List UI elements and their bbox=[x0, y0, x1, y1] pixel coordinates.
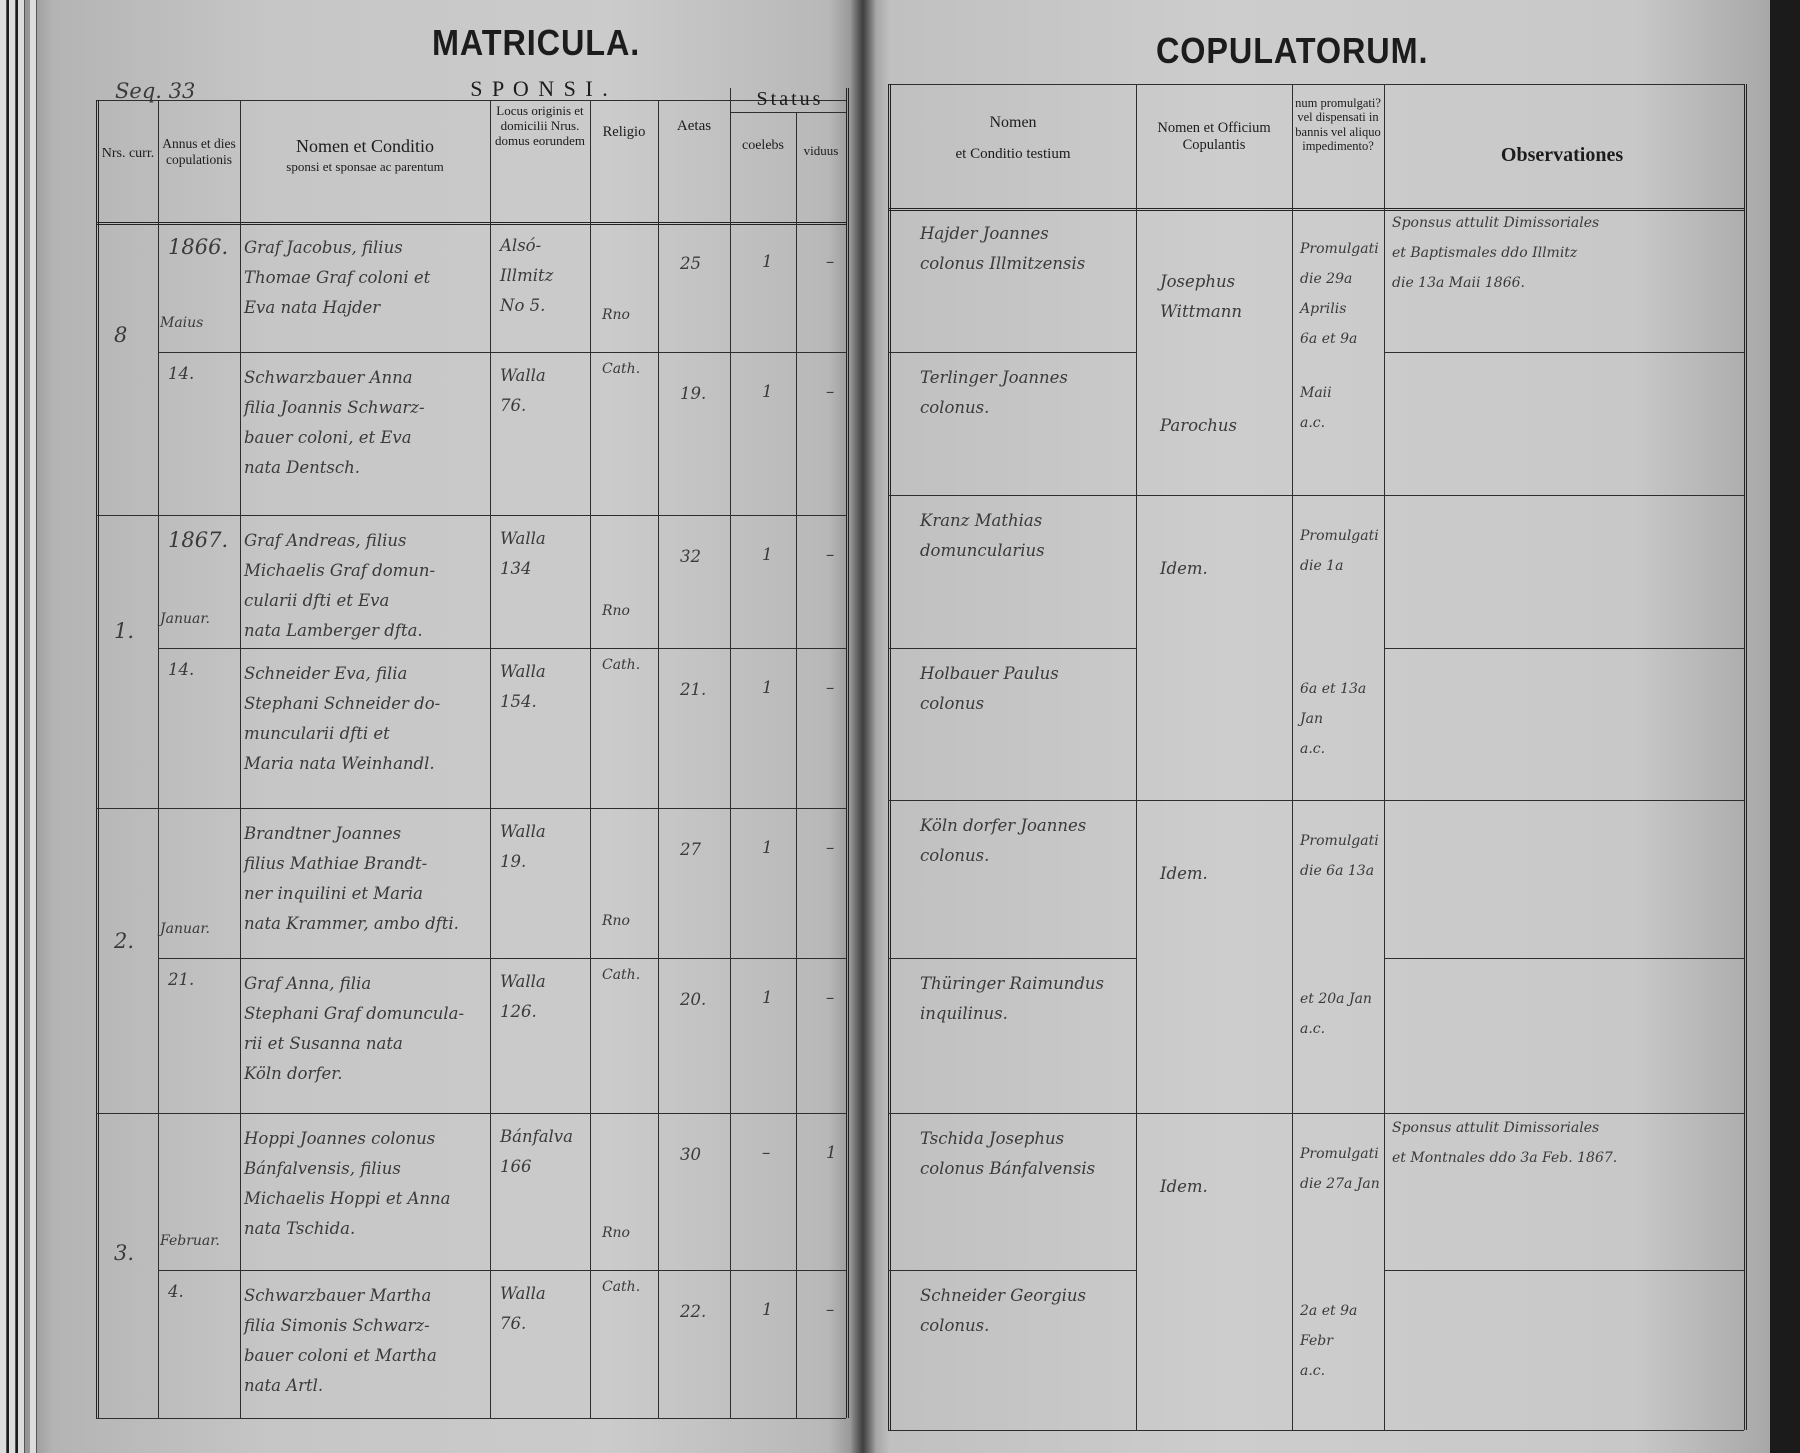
rule-horizontal bbox=[96, 1113, 846, 1114]
rule-horizontal bbox=[158, 958, 846, 959]
col-aetas: Aetas bbox=[676, 118, 712, 134]
entry-names: Hoppi Joannes colonus bbox=[244, 1129, 436, 1148]
col-nomen-conditio: Nomen et Conditio bbox=[296, 136, 434, 156]
entry-coelebs: 1 bbox=[762, 252, 773, 271]
entry-promulgatio: die 29a bbox=[1300, 271, 1353, 287]
col-nomen: Nomen bbox=[989, 114, 1037, 131]
rule-horizontal bbox=[1384, 648, 1744, 649]
col-annus-dies: Annus et dies copulationis bbox=[162, 136, 236, 167]
entry-testes: colonus Illmitzensis bbox=[920, 254, 1086, 273]
entry-viduus: – bbox=[826, 545, 835, 564]
entry-names: filia Simonis Schwarz- bbox=[244, 1316, 430, 1335]
entry-year-day: 14. bbox=[168, 364, 195, 383]
rule-horizontal bbox=[158, 352, 846, 353]
entry-copulans: Idem. bbox=[1160, 864, 1208, 883]
entry-locus: 134 bbox=[500, 559, 532, 578]
entry-names: Maria nata Weinhandl. bbox=[244, 754, 435, 773]
book-gutter bbox=[850, 0, 876, 1453]
entry-month: Januar. bbox=[160, 611, 210, 627]
entry-observationes: et Montnales ddo 3a Feb. 1867. bbox=[1392, 1150, 1618, 1166]
entry-year-day: 21. bbox=[168, 970, 195, 989]
entry-locus: 166 bbox=[500, 1157, 532, 1176]
entry-testes: Tschida Josephus bbox=[920, 1129, 1065, 1148]
entry-testes: Schneider Georgius bbox=[920, 1286, 1086, 1305]
rule-vertical bbox=[796, 112, 797, 1418]
rule-horizontal bbox=[96, 808, 846, 809]
col-conditio-testium: et Conditio testium bbox=[955, 146, 1071, 162]
rule-vertical bbox=[240, 100, 241, 1418]
col-promulgatio: num promulgati? vel dispensati in bannis vel aliquo impedimento? bbox=[1295, 96, 1381, 154]
rule-horizontal bbox=[96, 515, 846, 516]
entry-testes: colonus. bbox=[920, 1316, 990, 1335]
title-copulatorum: COPULATORUM. bbox=[1156, 30, 1429, 71]
entry-year-day: 1867. bbox=[168, 528, 229, 552]
entry-names: muncularii dfti et bbox=[244, 724, 390, 743]
rule-vertical bbox=[158, 100, 159, 1418]
rule-horizontal bbox=[158, 648, 846, 649]
entry-viduus: – bbox=[826, 1300, 835, 1319]
entry-testes: colonus. bbox=[920, 398, 990, 417]
rule-vertical bbox=[590, 100, 591, 1418]
entry-names: ner inquilini et Maria bbox=[244, 884, 423, 903]
sponsi-header: S P O N S I . bbox=[470, 76, 610, 101]
entry-promulgatio: Promulgati bbox=[1300, 241, 1379, 257]
entry-number: 8 bbox=[114, 323, 128, 347]
entry-locus: 126. bbox=[500, 1002, 537, 1021]
entry-promulgatio: die 6a 13a bbox=[1300, 863, 1375, 879]
rule-vertical bbox=[1136, 84, 1137, 1430]
entry-names: Schwarzbauer Martha bbox=[244, 1286, 432, 1305]
entry-names: Bánfalvensis, filius bbox=[244, 1159, 401, 1178]
entry-promulgatio: Promulgati bbox=[1300, 1146, 1379, 1162]
left-page bbox=[20, 0, 862, 1453]
rule-horizontal bbox=[888, 352, 1136, 353]
col-nomen-sub: sponsi et sponsae ac parentum bbox=[286, 159, 444, 174]
rule-horizontal bbox=[888, 958, 1136, 959]
rule-vertical bbox=[846, 88, 849, 1418]
entry-names: Graf Andreas, filius bbox=[244, 531, 407, 550]
entry-month: Maius bbox=[160, 315, 204, 331]
entry-aetas: 20. bbox=[680, 990, 707, 1009]
entry-copulans: Wittmann bbox=[1160, 302, 1242, 321]
entry-aetas: 30 bbox=[680, 1145, 701, 1164]
entry-locus: No 5. bbox=[500, 296, 546, 315]
col-nrs-curr: Nrs. curr. bbox=[101, 146, 155, 161]
rule-horizontal bbox=[888, 1270, 1136, 1271]
page-edge bbox=[0, 0, 7, 1453]
entry-promulgatio: a.c. bbox=[1300, 415, 1326, 431]
entry-testes: Köln dorfer Joannes bbox=[920, 816, 1087, 835]
entry-religio: Cath. bbox=[602, 967, 641, 983]
entry-month: Januar. bbox=[160, 921, 210, 937]
rule-horizontal bbox=[158, 1270, 846, 1271]
entry-promulgatio: 6a et 9a bbox=[1300, 331, 1358, 347]
entry-promulgatio: Promulgati bbox=[1300, 528, 1379, 544]
entry-promulgatio: Jan bbox=[1300, 711, 1323, 727]
entry-names: Brandtner Joannes bbox=[244, 824, 402, 843]
entry-testes: Hajder Joannes bbox=[920, 224, 1049, 243]
entry-aetas: 27 bbox=[680, 840, 701, 859]
entry-religio: Rno bbox=[602, 603, 630, 619]
entry-coelebs: 1 bbox=[762, 988, 773, 1007]
rule-horizontal bbox=[96, 1418, 846, 1419]
title-matricula: MATRICULA. bbox=[432, 22, 641, 63]
entry-year-day: 4. bbox=[168, 1282, 184, 1301]
entry-promulgatio: a.c. bbox=[1300, 1021, 1326, 1037]
entry-religio: Rno bbox=[602, 913, 630, 929]
entry-names: nata Artl. bbox=[244, 1376, 324, 1395]
rule-vertical bbox=[1744, 84, 1747, 1430]
rule-horizontal bbox=[730, 112, 846, 113]
rule-vertical bbox=[1292, 84, 1293, 1430]
col-coelebs: coelebs bbox=[742, 138, 784, 153]
entry-names: filius Mathiae Brandt- bbox=[244, 854, 428, 873]
entry-coelebs: 1 bbox=[762, 838, 773, 857]
entry-testes: Kranz Mathias bbox=[920, 511, 1043, 530]
entry-coelebs: 1 bbox=[762, 382, 773, 401]
entry-promulgatio: die 27a Jan bbox=[1300, 1176, 1380, 1192]
entry-aetas: 21. bbox=[680, 680, 707, 699]
col-locus: Locus originis et domicilii Nrus. domus eorundem bbox=[495, 103, 585, 148]
entry-names: Michaelis Graf domun- bbox=[244, 561, 436, 580]
rule-vertical bbox=[490, 100, 491, 1418]
entry-locus: Alsó- bbox=[500, 236, 542, 255]
entry-locus: Walla bbox=[500, 972, 546, 991]
rule-vertical bbox=[658, 100, 659, 1418]
entry-locus: Walla bbox=[500, 1284, 546, 1303]
entry-locus: Walla bbox=[500, 529, 546, 548]
entry-names: Stephani Schneider do- bbox=[244, 694, 441, 713]
entry-year-day: 14. bbox=[168, 660, 195, 679]
page-edge bbox=[30, 0, 37, 1453]
rule-vertical bbox=[730, 88, 731, 1418]
entry-names: Schwarzbauer Anna bbox=[244, 368, 413, 387]
entry-promulgatio: Maii bbox=[1300, 385, 1332, 401]
rule-horizontal bbox=[96, 222, 846, 225]
entry-aetas: 19. bbox=[680, 384, 707, 403]
entry-coelebs: 1 bbox=[762, 1300, 773, 1319]
entry-aetas: 22. bbox=[680, 1302, 707, 1321]
entry-names: filia Joannis Schwarz- bbox=[244, 398, 425, 417]
entry-names: Graf Anna, filia bbox=[244, 974, 372, 993]
entry-testes: Holbauer Paulus bbox=[920, 664, 1059, 683]
entry-names: cularii dfti et Eva bbox=[244, 591, 390, 610]
rule-vertical bbox=[1384, 84, 1385, 1430]
col-observationes: Observationes bbox=[1500, 144, 1624, 166]
rule-vertical bbox=[888, 84, 891, 1430]
rule-horizontal bbox=[1384, 352, 1744, 353]
col-religio: Religio bbox=[602, 124, 646, 140]
entry-names: nata Dentsch. bbox=[244, 458, 361, 477]
page-edge bbox=[18, 0, 25, 1453]
entry-copulans: Josephus bbox=[1160, 272, 1236, 291]
entry-religio: Cath. bbox=[602, 1279, 641, 1295]
entry-month: Februar. bbox=[160, 1233, 220, 1249]
entry-testes: Terlinger Joannes bbox=[920, 368, 1068, 387]
entry-testes: inquilinus. bbox=[920, 1004, 1008, 1023]
entry-observationes: die 13a Maii 1866. bbox=[1392, 275, 1525, 291]
entry-names: Eva nata Hajder bbox=[244, 298, 381, 317]
rule-vertical bbox=[96, 100, 99, 1418]
entry-testes: domuncularius bbox=[920, 541, 1045, 560]
status-header: Status bbox=[756, 88, 824, 110]
entry-viduus: – bbox=[826, 382, 835, 401]
entry-locus: Walla bbox=[500, 366, 546, 385]
entry-religio: Rno bbox=[602, 1225, 630, 1241]
folio-number: Seq. 33 bbox=[115, 79, 196, 103]
entry-testes: Thüringer Raimundus bbox=[920, 974, 1104, 993]
entry-promulgatio: a.c. bbox=[1300, 1363, 1326, 1379]
entry-names: bauer coloni et Martha bbox=[244, 1346, 437, 1365]
entry-names: Köln dorfer. bbox=[244, 1064, 343, 1083]
entry-names: Stephani Graf domuncula- bbox=[244, 1004, 465, 1023]
entry-promulgatio: 2a et 9a bbox=[1300, 1303, 1358, 1319]
entry-copulans: Parochus bbox=[1160, 416, 1237, 435]
entry-number: 3. bbox=[114, 1241, 135, 1265]
entry-religio: Cath. bbox=[602, 657, 641, 673]
rule-horizontal bbox=[888, 495, 1744, 496]
entry-copulans: Idem. bbox=[1160, 559, 1208, 578]
entry-testes: colonus bbox=[920, 694, 985, 713]
entry-names: Schneider Eva, filia bbox=[244, 664, 408, 683]
entry-viduus: – bbox=[826, 838, 835, 857]
entry-names: nata Krammer, ambo dfti. bbox=[244, 914, 459, 933]
entry-promulgatio: et 20a Jan bbox=[1300, 991, 1372, 1007]
entry-locus: 154. bbox=[500, 692, 537, 711]
entry-locus: 76. bbox=[500, 396, 527, 415]
entry-locus: Walla bbox=[500, 822, 546, 841]
entry-observationes: Sponsus attulit Dimissoriales bbox=[1392, 215, 1600, 231]
col-viduus: viduus bbox=[803, 143, 839, 158]
entry-names: Graf Jacobus, filius bbox=[244, 238, 403, 257]
entry-locus: 76. bbox=[500, 1314, 527, 1333]
entry-locus: 19. bbox=[500, 852, 527, 871]
rule-horizontal bbox=[888, 648, 1136, 649]
entry-names: Michaelis Hoppi et Anna bbox=[244, 1189, 451, 1208]
rule-horizontal bbox=[1384, 1270, 1744, 1271]
entry-testes: colonus Bánfalvensis bbox=[920, 1159, 1096, 1178]
entry-number: 2. bbox=[114, 929, 135, 953]
rule-horizontal bbox=[1384, 958, 1744, 959]
entry-viduus: – bbox=[826, 988, 835, 1007]
entry-testes: colonus. bbox=[920, 846, 990, 865]
entry-viduus: – bbox=[826, 252, 835, 271]
entry-promulgatio: Promulgati bbox=[1300, 833, 1379, 849]
entry-aetas: 32 bbox=[680, 547, 701, 566]
entry-copulans: Idem. bbox=[1160, 1177, 1208, 1196]
entry-promulgatio: Febr bbox=[1300, 1333, 1333, 1349]
entry-names: bauer coloni, et Eva bbox=[244, 428, 412, 447]
rule-horizontal bbox=[888, 84, 1744, 85]
entry-observationes: et Baptismales ddo Illmitz bbox=[1392, 245, 1578, 261]
entry-coelebs: – bbox=[762, 1143, 771, 1162]
rule-horizontal bbox=[888, 1113, 1744, 1114]
entry-promulgatio: a.c. bbox=[1300, 741, 1326, 757]
entry-number: 1. bbox=[114, 619, 135, 643]
page-edge bbox=[9, 0, 16, 1453]
entry-locus: Bánfalva bbox=[500, 1127, 573, 1146]
entry-names: nata Tschida. bbox=[244, 1219, 356, 1238]
entry-locus: Illmitz bbox=[500, 266, 554, 285]
entry-aetas: 25 bbox=[680, 254, 701, 273]
entry-coelebs: 1 bbox=[762, 678, 773, 697]
entry-names: nata Lamberger dfta. bbox=[244, 621, 423, 640]
entry-coelebs: 1 bbox=[762, 545, 773, 564]
entry-names: rii et Susanna nata bbox=[244, 1034, 403, 1053]
entry-names: Thomae Graf coloni et bbox=[244, 268, 431, 287]
entry-promulgatio: die 1a bbox=[1300, 558, 1344, 574]
col-copulans: Nomen et Officium Copulantis bbox=[1157, 120, 1271, 153]
entry-promulgatio: 6a et 13a bbox=[1300, 681, 1367, 697]
entry-year-day: 1866. bbox=[168, 235, 229, 259]
rule-horizontal bbox=[888, 800, 1744, 801]
rule-horizontal bbox=[888, 208, 1744, 211]
entry-viduus: – bbox=[826, 678, 835, 697]
entry-promulgatio: Aprilis bbox=[1300, 301, 1347, 317]
entry-viduus: 1 bbox=[826, 1143, 837, 1162]
entry-religio: Rno bbox=[602, 307, 630, 323]
rule-horizontal bbox=[888, 1430, 1744, 1431]
entry-locus: Walla bbox=[500, 662, 546, 681]
entry-observationes: Sponsus attulit Dimissoriales bbox=[1392, 1120, 1600, 1136]
entry-religio: Cath. bbox=[602, 361, 641, 377]
